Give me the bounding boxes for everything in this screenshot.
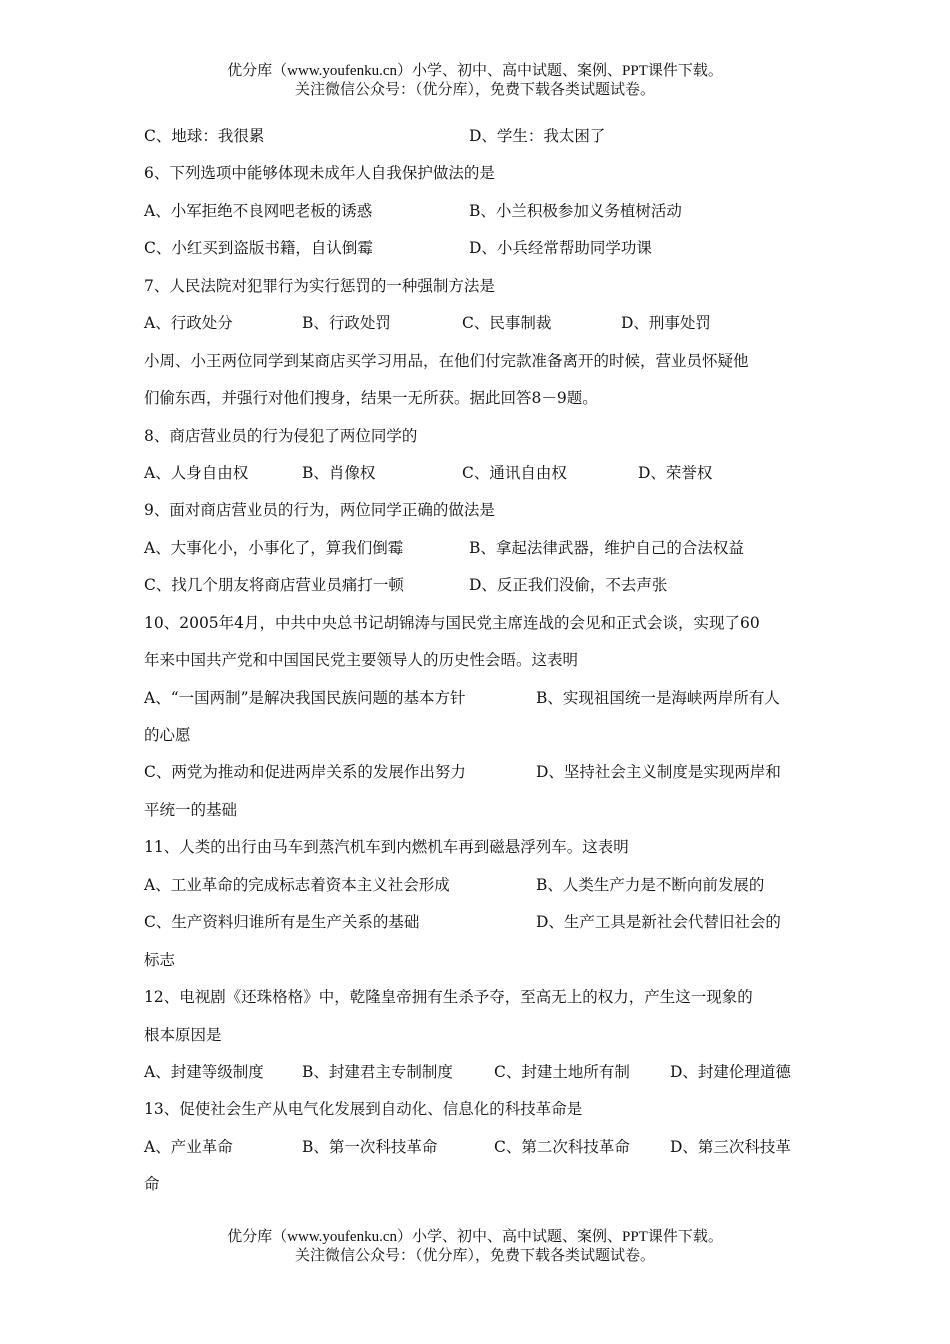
option-d: D、刑事处罚	[621, 314, 711, 333]
option-d: D、生产工具是新社会代替旧社会的	[536, 913, 781, 932]
question-10-cont	[144, 642, 806, 679]
question-8	[144, 418, 806, 455]
page-footer	[0, 1228, 950, 1266]
option-b: B、实现祖国统一是海峡两岸所有人	[536, 688, 780, 707]
option-wrap	[144, 1166, 806, 1203]
option-c: C、找几个朋友将商店营业员痛打一顿	[144, 576, 404, 595]
option-row	[144, 1054, 806, 1091]
question-11	[144, 829, 806, 866]
option-row	[144, 455, 806, 492]
footer-line-1: 优分库（www.youfenku.cn）小学、初中、高中试题、案例、PPT课件下载。	[227, 1229, 723, 1245]
question-10	[144, 605, 806, 642]
option-d: D、反正我们没偷，不去声张	[469, 576, 668, 595]
footer-line-2: 关注微信公众号：（优分库），免费下载各类试题试卷。	[294, 1248, 655, 1264]
option-b: B、第一次科技革命	[302, 1137, 438, 1156]
option-text: 命	[144, 1175, 160, 1194]
option-row	[144, 1129, 806, 1166]
option-row	[144, 567, 806, 604]
passage-text: 们偷东西，并强行对他们搜身，结果一无所获。据此回答8－9题。	[144, 389, 598, 408]
option-row	[144, 680, 806, 717]
question-13	[144, 1091, 806, 1128]
option-a: A、产业革命	[144, 1137, 233, 1156]
option-b: B、行政处罚	[302, 314, 391, 333]
option-a: A、小军拒绝不良网吧老板的诱惑	[144, 201, 373, 220]
option-row	[144, 867, 806, 904]
question-text: 7、人民法院对犯罪行为实行惩罚的一种强制方法是	[144, 276, 495, 295]
option-c: C、封建土地所有制	[494, 1062, 630, 1081]
header-line-1: 优分库（www.youfenku.cn）小学、初中、高中试题、案例、PPT课件下载。	[227, 63, 723, 79]
option-row	[144, 230, 806, 267]
option-c: C、生产资料归谁所有是生产关系的基础	[144, 913, 420, 932]
question-text: 13、促使社会生产从电气化发展到自动化、信息化的科技革命是	[144, 1100, 583, 1119]
option-a: A、“一国两制”是解决我国民族问题的基本方针	[144, 688, 466, 707]
option-row	[144, 754, 806, 791]
option-a: A、人身自由权	[144, 463, 249, 482]
option-row	[144, 118, 806, 155]
option-a: A、大事化小，小事化了，算我们倒霉	[144, 538, 404, 557]
option-b: B、肖像权	[302, 463, 376, 482]
option-d: D、坚持社会主义制度是实现两岸和	[536, 763, 781, 782]
question-7	[144, 268, 806, 305]
page-header	[0, 62, 950, 100]
question-text: 11、人类的出行由马车到蒸汽机车到内燃机车再到磁悬浮列车。这表明	[144, 838, 629, 857]
option-d: D、小兵经常帮助同学功课	[469, 239, 652, 258]
passage-line	[144, 343, 806, 380]
option-a: A、行政处分	[144, 314, 233, 333]
option-d: D、封建伦理道德	[670, 1062, 791, 1081]
option-d: D、荣誉权	[638, 463, 713, 482]
option-wrap	[144, 942, 806, 979]
option-c: C、民事制裁	[462, 314, 552, 333]
option-d: D、学生：我太困了	[469, 127, 606, 145]
option-d: D、第三次科技革	[670, 1137, 791, 1156]
header-line-2: 关注微信公众号：（优分库），免费下载各类试题试卷。	[294, 82, 655, 98]
option-text: 的心愿	[144, 726, 191, 744]
option-a: A、工业革命的完成标志着资本主义社会形成	[144, 875, 450, 894]
passage-line	[144, 380, 806, 417]
passage-text: 小周、小王两位同学到某商店买学习用品，在他们付完款准备离开的时候，营业员怀疑他	[144, 351, 749, 370]
option-b: B、拿起法律武器，维护自己的合法权益	[469, 538, 744, 557]
question-6	[144, 155, 806, 192]
option-c: C、两党为推动和促进两岸关系的发展作出努力	[144, 763, 466, 782]
option-row	[144, 530, 806, 567]
question-text: 12、电视剧《还珠格格》中，乾隆皇帝拥有生杀予夺，至高无上的权力，产生这一现象的	[144, 988, 753, 1007]
question-9	[144, 492, 806, 529]
question-text: 6、下列选项中能够体现未成年人自我保护做法的是	[144, 164, 495, 183]
option-c: C、第二次科技革命	[494, 1137, 630, 1156]
option-row	[144, 193, 806, 230]
option-a: A、封建等级制度	[144, 1062, 264, 1081]
option-b: B、封建君主专制制度	[302, 1062, 453, 1081]
option-b: B、人类生产力是不断向前发展的	[536, 875, 765, 894]
option-wrap	[144, 717, 806, 754]
question-text: 根本原因是	[144, 1025, 222, 1044]
option-b: B、小兰积极参加义务植树活动	[469, 201, 682, 220]
option-c: C、小红买到盗版书籍，自认倒霉	[144, 239, 373, 258]
option-row	[144, 904, 806, 941]
document-body	[144, 118, 806, 1204]
question-text: 8、商店营业员的行为侵犯了两位同学的	[144, 426, 418, 445]
question-12-cont	[144, 1017, 806, 1054]
option-row	[144, 305, 806, 342]
option-text: 标志	[144, 950, 176, 969]
question-text: 10、2005年4月，中共中央总书记胡锦涛与国民党主席连战的会见和正式会谈，实现了60	[144, 613, 760, 632]
option-text: 平统一的基础	[144, 800, 238, 819]
question-text: 年来中国共产党和中国国民党主要领导人的历史性会晤。这表明	[144, 651, 579, 670]
option-c: C、地球：我很累	[144, 127, 265, 145]
question-text: 9、面对商店营业员的行为，两位同学正确的做法是	[144, 501, 495, 520]
question-12	[144, 979, 806, 1016]
option-c: C、通讯自由权	[462, 463, 567, 482]
option-wrap	[144, 792, 806, 829]
